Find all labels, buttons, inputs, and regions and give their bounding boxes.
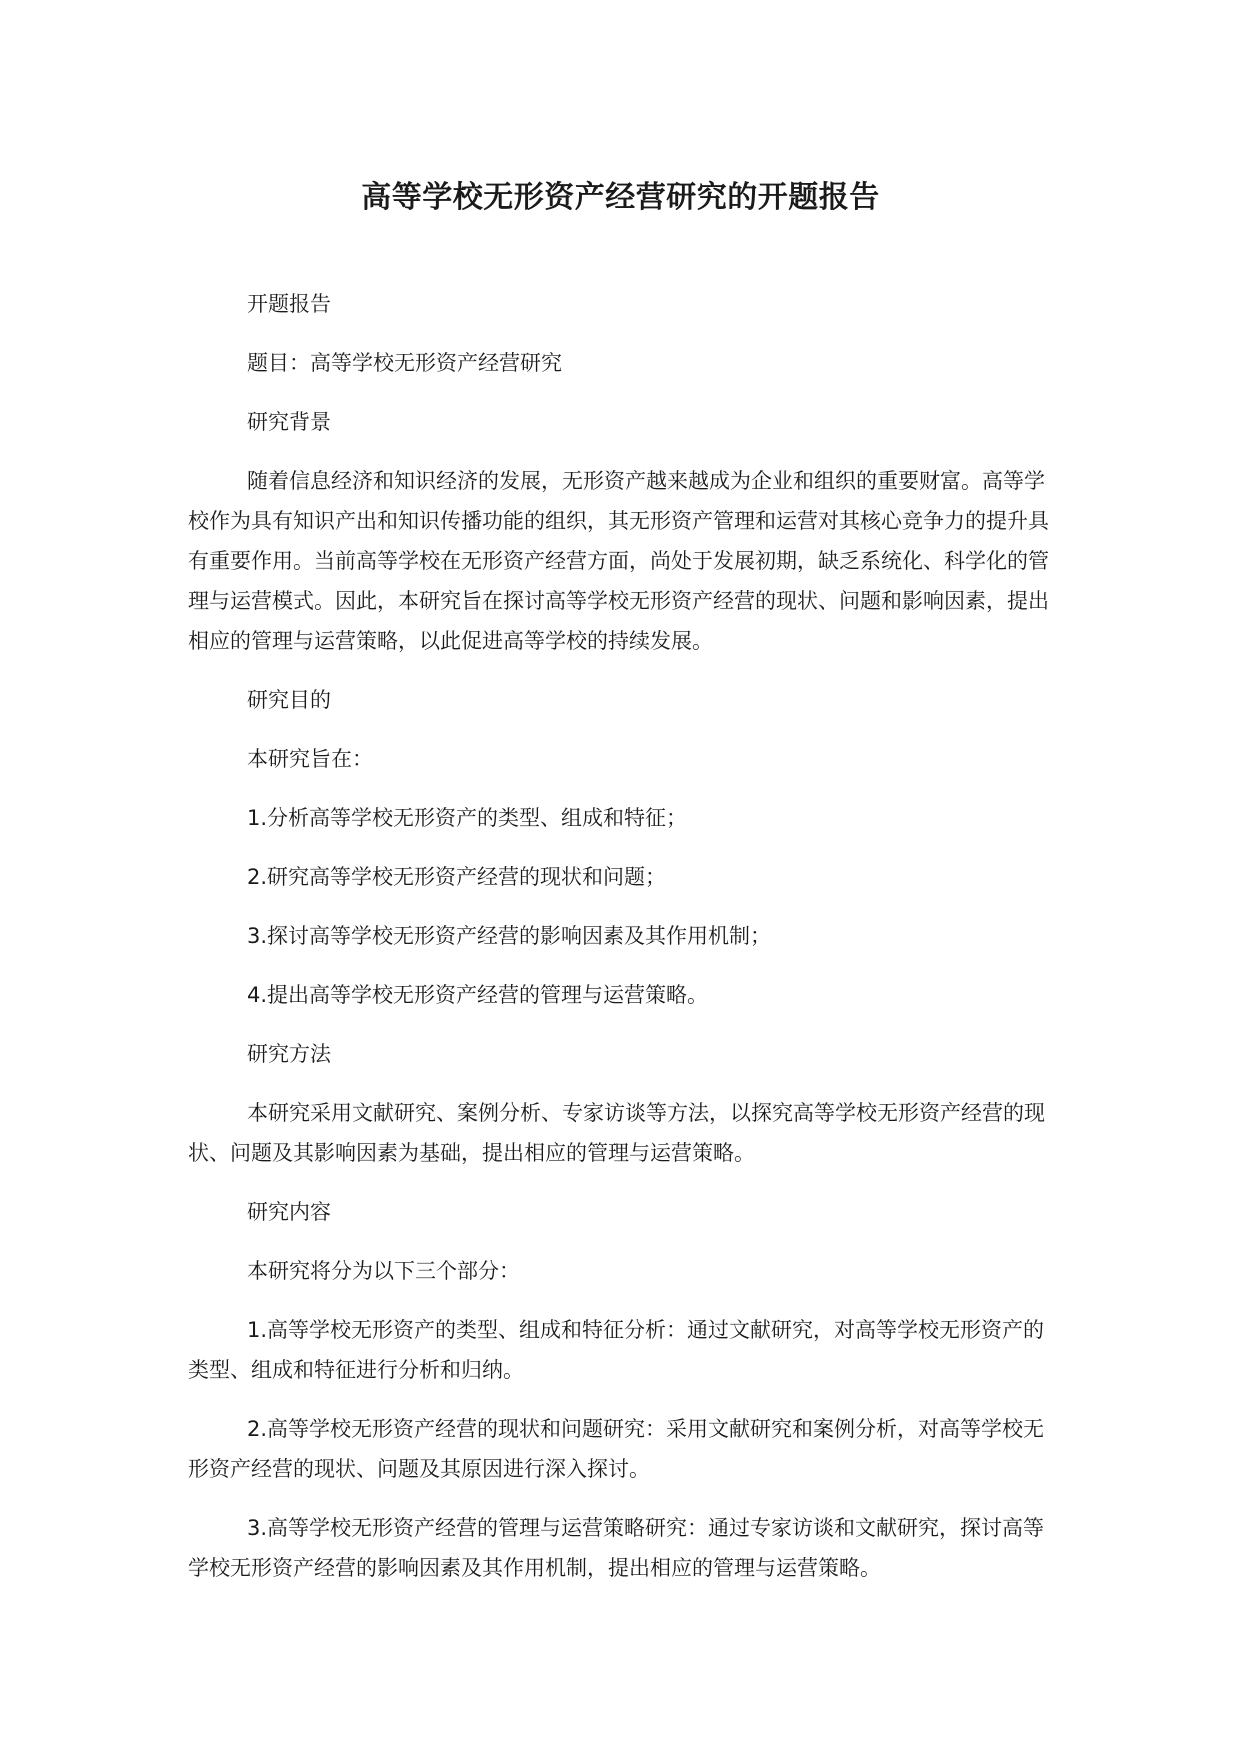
purpose-item-4: 4.提出高等学校无形资产经营的管理与运营策略。 xyxy=(247,983,709,1007)
topic-line: 题目：高等学校无形资产经营研究 xyxy=(247,351,562,375)
section-heading-content: 研究内容 xyxy=(247,1200,331,1224)
section-heading-background: 研究背景 xyxy=(247,410,331,434)
purpose-item-1: 1.分析高等学校无形资产的类型、组成和特征； xyxy=(247,806,688,830)
section-heading-method: 研究方法 xyxy=(247,1042,331,1066)
page-title: 高等学校无形资产经营研究的开题报告 xyxy=(361,180,880,215)
content-item-1: 1.高等学校无形资产的类型、组成和特征分析：通过文献研究，对高等学校无形资产的类型、组成和特征进行分析和归纳。 xyxy=(188,1318,1045,1382)
method-paragraph: 本研究采用文献研究、案例分析、专家访谈等方法，以探究高等学校无形资产经营的现状、问题及其影响因素为基础，提出相应的管理与运营策略。 xyxy=(188,1101,1045,1165)
report-label: 开题报告 xyxy=(247,292,331,316)
purpose-item-2: 2.研究高等学校无形资产经营的现状和问题； xyxy=(247,865,667,889)
content-intro: 本研究将分为以下三个部分： xyxy=(247,1259,520,1283)
section-heading-purpose: 研究目的 xyxy=(247,688,331,712)
background-paragraph: 随着信息经济和知识经济的发展，无形资产越来越成为企业和组织的重要财富。高等学校作为具有知识产出和知识传播功能的组织，其无形资产管理和运营对其核心竞争力的提升具有重要作用。当前高等学校在无形资产经营方面，尚处于发展初期，缺乏系统化、科学化的管理与运营模式。因此，本研究旨在探讨高等学校无形资产经营的现状、问题和影响因素，提出相应的管理与运营策略，以此促进高等学校的持续发展。 xyxy=(188,469,1049,653)
content-item-2: 2.高等学校无形资产经营的现状和问题研究：采用文献研究和案例分析，对高等学校无形资产经营的现状、问题及其原因进行深入探讨。 xyxy=(188,1417,1045,1481)
document-body xyxy=(188,284,1056,1588)
purpose-item-3: 3.探讨高等学校无形资产经营的影响因素及其作用机制； xyxy=(247,924,772,948)
content-item-3: 3.高等学校无形资产经营的管理与运营策略研究：通过专家访谈和文献研究，探讨高等学校无形资产经营的影响因素及其作用机制，提出相应的管理与运营策略。 xyxy=(188,1516,1045,1580)
purpose-intro: 本研究旨在： xyxy=(247,747,373,771)
